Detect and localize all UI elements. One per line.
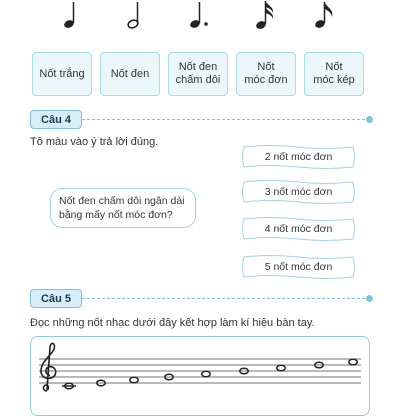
answer-label: 5 nốt móc đơn: [264, 261, 333, 273]
music-staff-box: [30, 336, 370, 416]
sixteenth-note-icon: [246, 0, 286, 36]
note-name-card: Nốt móc đơn: [236, 52, 296, 96]
whole-note: [349, 359, 357, 365]
answer-option[interactable]: [241, 179, 356, 205]
answer-label: 2 nốt móc đơn: [264, 151, 333, 163]
answer-option[interactable]: [241, 144, 356, 170]
quarter-note-icon: [50, 0, 90, 36]
answer-option[interactable]: [241, 216, 356, 242]
treble-clef-icon: [41, 343, 56, 391]
instruction-text: Tô màu vào ý trả lời đúng.: [30, 136, 159, 148]
note-name-card: Nốt đen chấm dôi: [168, 52, 228, 96]
half-note-icon: [114, 0, 154, 36]
answer-label: 4 nốt móc đơn: [264, 223, 333, 235]
dotted-quarter-note-icon: [180, 0, 220, 36]
question-bubble: Nốt đen chấm dôi ngân dài bằng mấy nốt móc đơn?: [50, 188, 196, 228]
section-divider: [32, 298, 370, 299]
section-divider: [32, 119, 370, 120]
divider-dot: [366, 116, 373, 123]
whole-note: [277, 365, 285, 371]
divider-dot: [366, 295, 373, 302]
answer-label: 3 nốt móc đơn: [264, 186, 333, 198]
question-badge: Câu 4: [30, 110, 82, 129]
note-name-card: Nốt móc kép: [304, 52, 364, 96]
note-name-card: Nốt đen: [100, 52, 160, 96]
instruction-text: Đọc những nốt nhạc dưới đây kết hợp làm kí hiệu bàn tay.: [30, 317, 315, 329]
question-badge: Câu 5: [30, 289, 82, 308]
note-name-card: Nốt trắng: [32, 52, 92, 96]
answer-option[interactable]: [241, 254, 356, 280]
music-staff: [31, 337, 371, 401]
whole-note: [130, 377, 138, 383]
eighth-note-icon: [305, 0, 345, 36]
whole-note: [202, 371, 210, 377]
